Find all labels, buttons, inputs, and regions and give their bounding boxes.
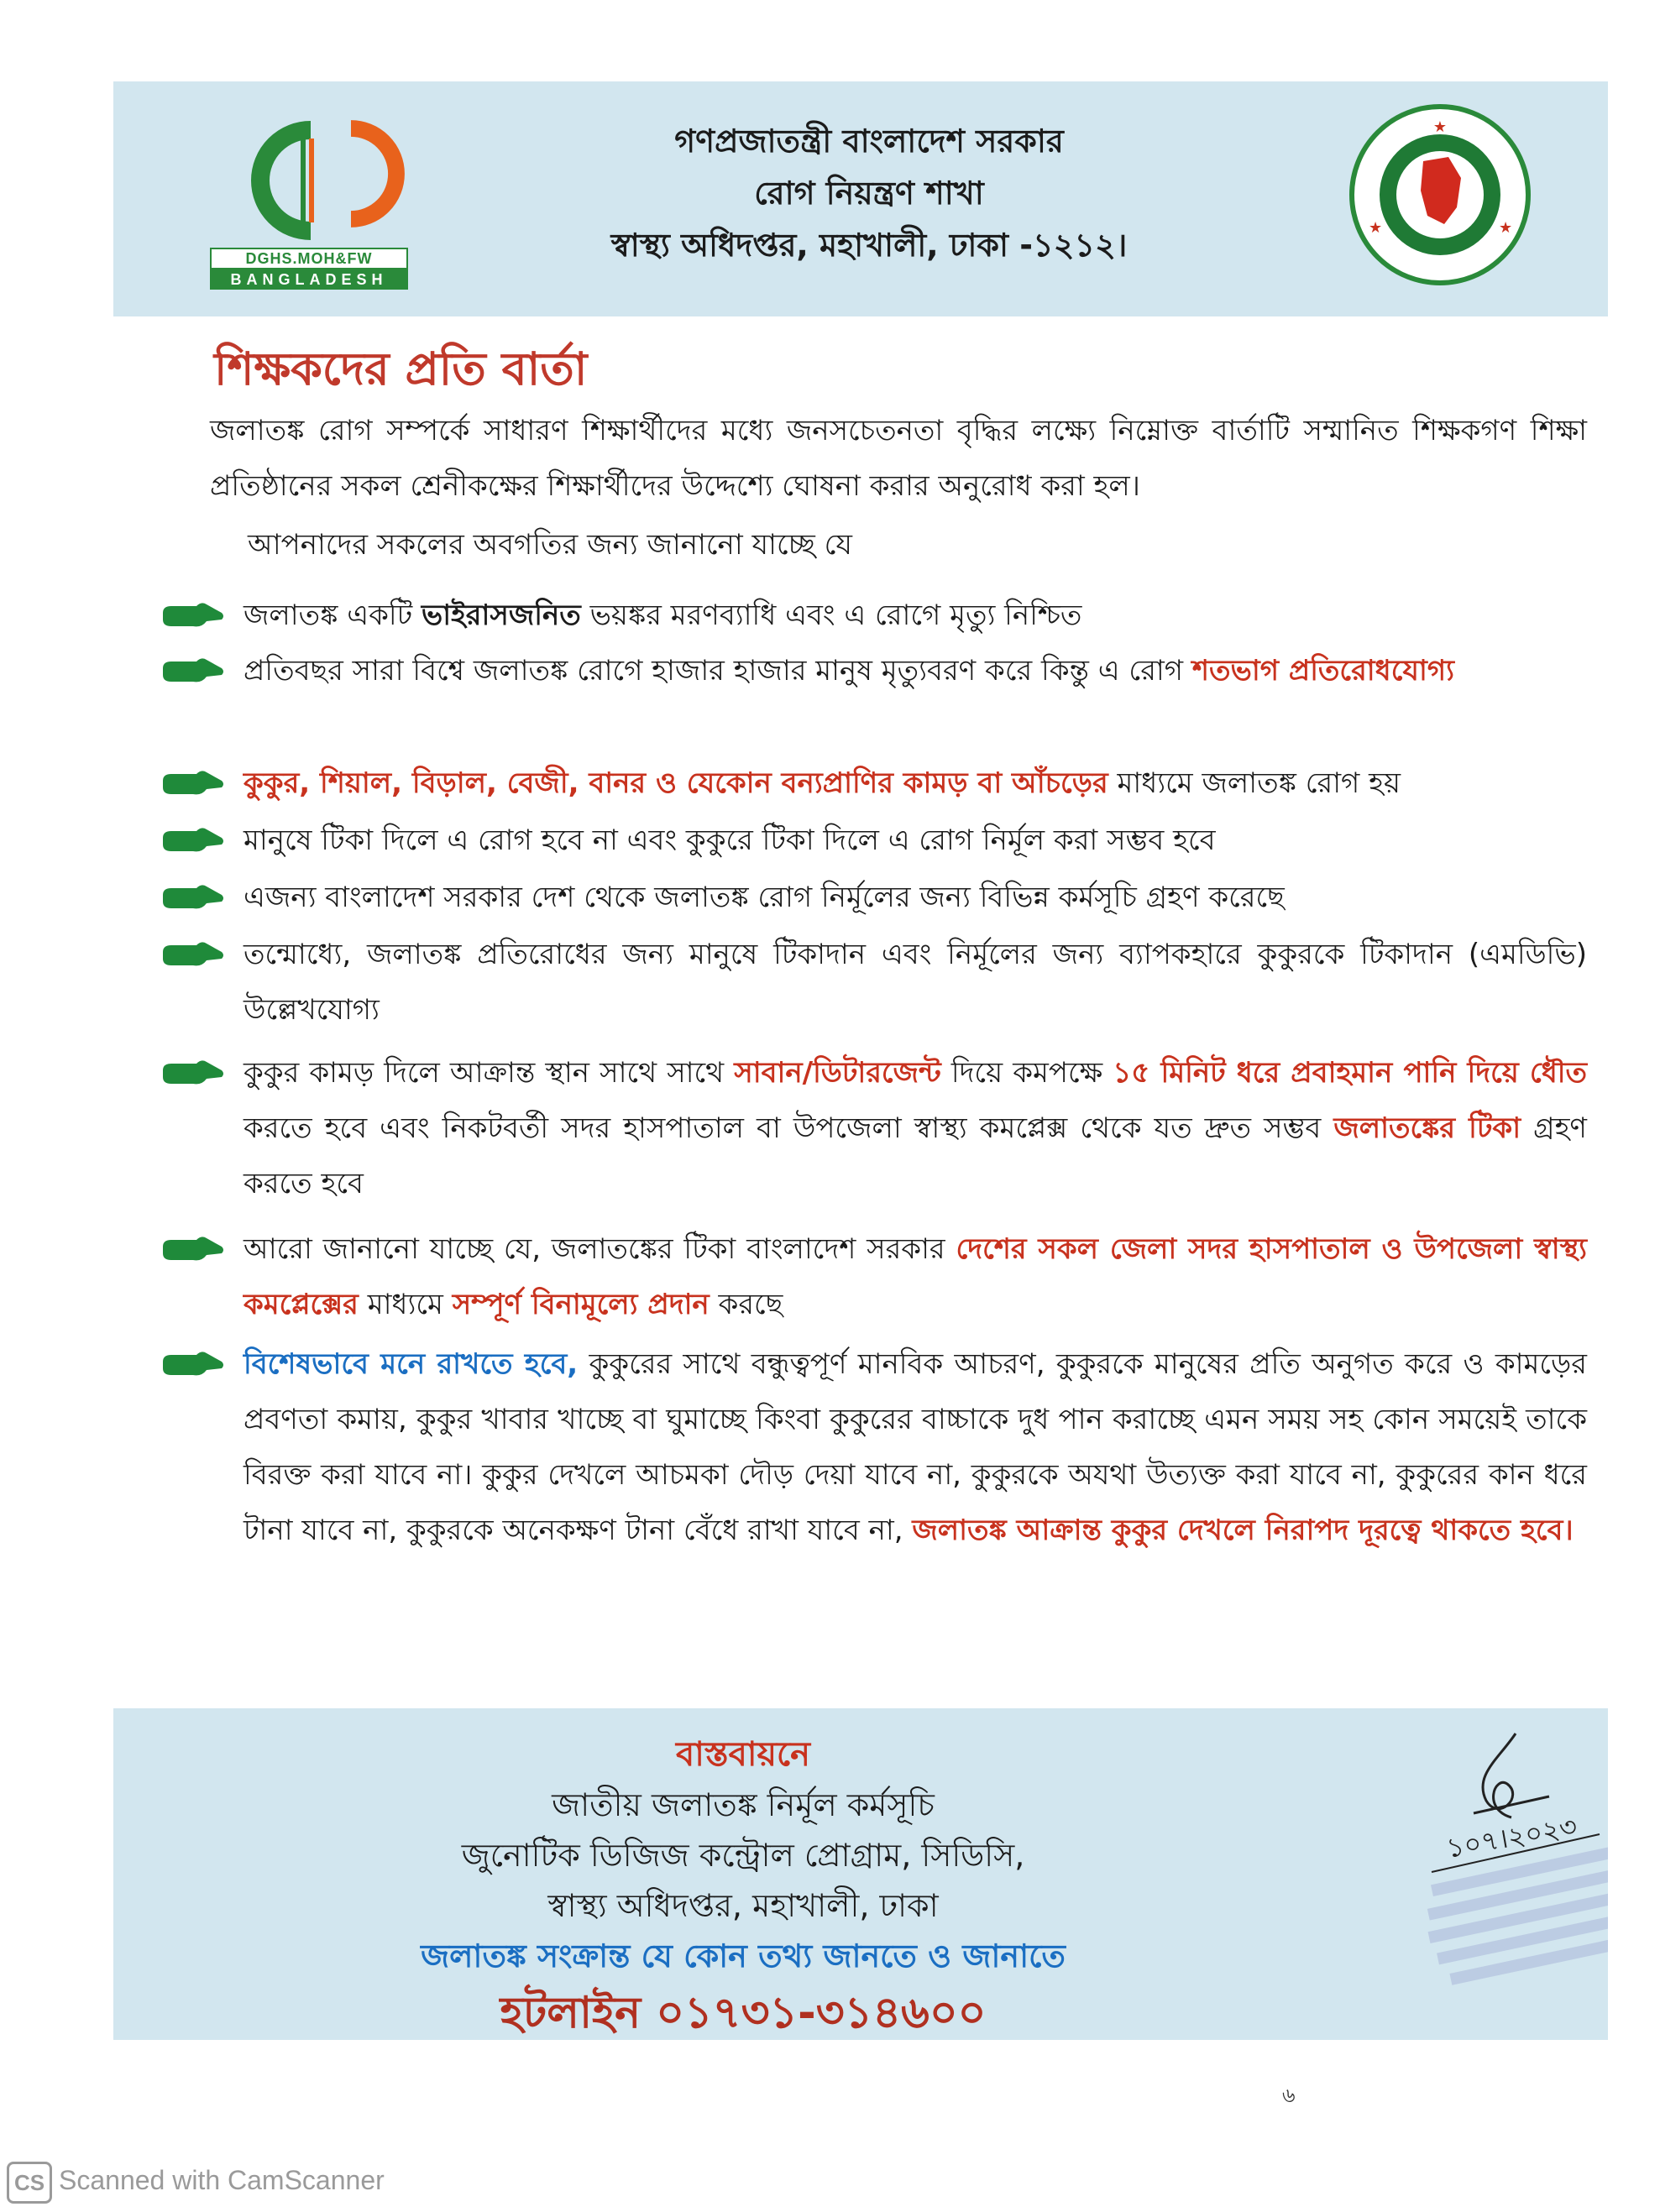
pointing-hand-icon <box>160 598 227 635</box>
bullet-7-highlight1: সাবান/ডিটারজেন্ট <box>734 1056 941 1090</box>
header-text <box>449 115 1289 271</box>
footer-band <box>113 1708 1608 2040</box>
camscanner-watermark <box>0 2157 470 2204</box>
header-line3: স্বাস্থ্য অধিদপ্তর, মহাখালী, ঢাকা -১২১২। <box>610 227 1128 264</box>
signature-icon <box>1306 1708 1608 2036</box>
bullet-7-text4: গ্রহণ করতে হবে <box>244 1111 1587 1200</box>
signature-stamp <box>1306 1708 1608 2036</box>
bullet-9-highlight-blue: বিশেষভাবে মনে রাখতে হবে, <box>244 1347 579 1381</box>
bullet-8-text1: আরো জানানো যাচ্ছে যে, জলাতঙ্কের টিকা বাংলাদেশ সরকার <box>244 1232 956 1266</box>
bullet-2-highlight: শতভাগ প্রতিরোধযোগ্য <box>1191 654 1454 688</box>
svg-text:★: ★ <box>1432 118 1448 136</box>
footer-hotline: হটলাইন ০১৭৩১-৩১৪৬০০ <box>500 1988 987 2038</box>
header-line2: রোগ নিয়ন্ত্রণ শাখা <box>754 175 984 212</box>
footer-line3: স্বাস্থ্য অধিদপ্তর, মহাখালী, ঢাকা <box>547 1887 939 1924</box>
pointing-hand-icon <box>160 937 227 974</box>
bullet-2-text: প্রতিবছর সারা বিশ্বে জলাতঙ্ক রোগে হাজার হাজার মানুষ মৃত্যুবরণ করে কিন্তু এ রোগ <box>244 654 1192 688</box>
bullet-8-text3: করছে <box>709 1288 783 1321</box>
bullet-7-highlight2: ১৫ মিনিট ধরে প্রবাহমান পানি দিয়ে ধৌত <box>1113 1056 1587 1090</box>
logo-line2: BANGLADESH <box>210 269 408 290</box>
svg-text:★: ★ <box>1499 219 1513 237</box>
pointing-hand-icon <box>160 1347 227 1383</box>
government-seal-icon <box>1343 98 1537 291</box>
pointing-hand-icon <box>160 1232 227 1268</box>
bullet-1-text: জলাতঙ্ক একটি <box>244 599 422 632</box>
bullet-1-bold: ভাইরাসজনিত <box>421 599 581 632</box>
camscanner-text: Scanned with CamScanner <box>59 2165 385 2195</box>
bullet-8-highlight1: দেশের সকল জেলা সদর হাসপাতাল ও উপজেলা স্বাস্থ্য কমপ্লেক্সের <box>244 1232 1587 1321</box>
bullet-5-text: এজন্য বাংলাদেশ সরকার দেশ থেকে জলাতঙ্ক রোগ নির্মূলের জন্য বিভিন্ন কর্মসূচি গ্রহণ করেছে <box>244 881 1285 914</box>
intro-paragraph: জলাতঙ্ক রোগ সম্পর্কে সাধারণ শিক্ষার্থীদের মধ্যে জনসচেতনতা বৃদ্ধির লক্ষ্যে নিম্নোক্ত বার্তাটি সম্মানিত শিক্ষকগণ শিক্ষা প্রতিষ্ঠানের সকল শ্রেনীকক্ষের শিক্ষার্থীদের উদ্দেশ্যে ঘোষনা করার অনুরোধ করা হল। <box>210 414 1587 503</box>
svg-text:★: ★ <box>1369 219 1383 237</box>
footer-info: জলাতঙ্ক সংক্রান্ত যে কোন তথ্য জানতে ও জানাতে <box>421 1937 1066 1974</box>
government-seal <box>1343 98 1537 291</box>
bullet-6-text: তন্মোধ্যে, জলাতঙ্ক প্রতিরোধের জন্য মানুষে টিকাদান এবং নির্মূলের জন্য ব্যাপকহারে কুকুরকে টিকাদান (এমডিভি) উল্লেখযোগ্য <box>244 938 1587 1027</box>
pointing-hand-icon <box>160 880 227 917</box>
bullet-3-text: মাধ্যমে জলাতঙ্ক রোগ হয় <box>1108 766 1401 800</box>
bullet-4-text: মানুষে টিকা দিলে এ রোগ হবে না এবং কুকুরে টিকা দিলে এ রোগ নির্মূল করা সম্ভব হবে <box>244 824 1216 857</box>
camscanner-badge: CS <box>7 2162 52 2204</box>
page-title: শিক্ষকদের প্রতি বার্তা <box>214 342 588 395</box>
footer-line2: জুনোটিক ডিজিজ কন্ট্রোল প্রোগ্রাম, সিডিসি, <box>461 1837 1025 1874</box>
footer-implementation: বাস্তবায়নে <box>676 1735 810 1774</box>
pointing-hand-icon <box>160 823 227 860</box>
bullet-7-text3: করতে হবে এবং নিকটবর্তী সদর হাসপাতাল বা উপজেলা স্বাস্থ্য কমপ্লেক্স থেকে যত দ্রুত সম্ভব <box>244 1111 1334 1145</box>
bullet-7-highlight3: জলাতঙ্কের টিকা <box>1333 1111 1521 1145</box>
footer-center <box>365 1729 1121 2045</box>
header-band <box>113 81 1608 316</box>
bullet-7-text1: কুকুর কামড় দিলে আক্রান্ত স্থান সাথে সাথে <box>244 1056 735 1090</box>
bullet-1-text2: ভয়ঙ্কর মরণব্যাধি এবং এ রোগে মৃত্যু নিশ্চিত <box>580 599 1082 632</box>
header-line1: গণপ্রজাতন্ত্রী বাংলাদেশ সরকার <box>674 123 1064 159</box>
bullet-3-highlight: কুকুর, শিয়াল, বিড়াল, বেজী, বানর ও যেকোন বন্যপ্রাণির কামড় বা আঁচড়ের <box>244 766 1108 800</box>
bullet-7-text2: দিয়ে কমপক্ষে <box>940 1056 1113 1090</box>
bullet-9-highlight-red: জলাতঙ্ক আক্রান্ত কুকুর দেখলে নিরাপদ দূরত্বে থাকতে হবে। <box>912 1514 1574 1547</box>
bullet-8-highlight2: সম্পূর্ণ বিনামূল্যে প্রদান <box>452 1288 710 1321</box>
logo-line1: DGHS.MOH&FW <box>210 248 408 269</box>
dghs-logo-icon <box>210 113 411 248</box>
pointing-hand-icon <box>160 1055 227 1092</box>
pointing-hand-icon <box>160 766 227 803</box>
bullet-9-text: কুকুরের সাথে বন্ধুত্বপূর্ণ মানবিক আচরণ, কুকুরকে মানুষের প্রতি অনুগত করে ও কামড়ের প্রবণতা কমায়, কুকুর খাবার খাচ্ছে বা ঘুমাচ্ছে কিংবা কুকুরের বাচ্চাকে দুধ পান করাচ্ছে এমন সময় সহ কোন সময়েই তাকে বিরক্ত করা যাবে না। কুকুর দেখলে আচমকা দৌড় দেয়া যাবে না, কুকুরকে অযথা উত্যক্ত করা যাবে না, কুকুরের কান ধরে টানা যাবে না, কুকুরকে অনেকক্ষণ টানা বেঁধে রাখা যাবে না, <box>244 1347 1587 1547</box>
signature-date: ১০৭।২০২৩ <box>1443 1810 1580 1864</box>
bullet-8-text2: মাধ্যমে <box>358 1288 453 1321</box>
footer-line1: জাতীয় জলাতঙ্ক নির্মূল কর্মসূচি <box>552 1786 935 1823</box>
pointing-hand-icon <box>160 653 227 690</box>
page-mark: ৬ <box>1282 2084 1296 2107</box>
intro-last-line: আপনাদের সকলের অবগতির জন্য জানানো যাচ্ছে যে <box>248 528 852 562</box>
dghs-logo <box>210 113 420 298</box>
